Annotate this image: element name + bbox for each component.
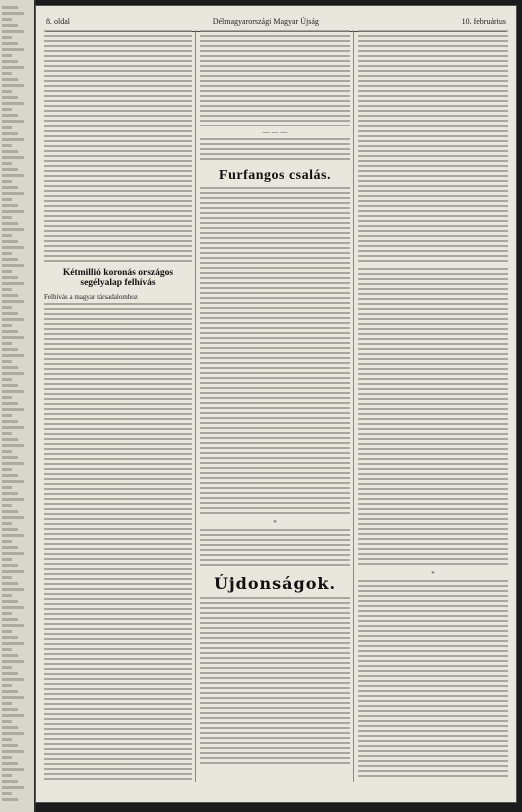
text-fragment (2, 630, 12, 633)
text-fragment (2, 462, 24, 465)
text-fragment (2, 594, 12, 597)
text-fragment (2, 342, 12, 345)
text-fragment (2, 768, 24, 771)
text-fragment (2, 552, 24, 555)
text-fragment (2, 354, 24, 357)
text-fragment (2, 186, 18, 189)
text-fragment (2, 180, 12, 183)
text-fragment (2, 294, 18, 297)
text-fragment (2, 762, 18, 765)
article-body (358, 580, 508, 780)
text-fragment (2, 702, 12, 705)
text-fragment (2, 252, 12, 255)
text-fragment (2, 60, 18, 63)
text-fragment (2, 240, 18, 243)
text-fragment (2, 798, 18, 801)
text-fragment (2, 576, 12, 579)
text-fragment (2, 102, 24, 105)
text-fragment (2, 708, 18, 711)
text-fragment (2, 522, 12, 525)
text-fragment (2, 438, 18, 441)
article-body (200, 138, 350, 162)
text-fragment (2, 24, 18, 27)
text-fragment (2, 282, 24, 285)
text-fragment (2, 756, 12, 759)
article-subheading: Felhívás a magyar társadalomhoz (44, 292, 138, 301)
text-fragment (2, 624, 24, 627)
text-fragment (2, 720, 12, 723)
text-fragment (2, 426, 24, 429)
text-fragment (2, 156, 24, 159)
text-fragment (2, 792, 12, 795)
text-fragment (2, 144, 12, 147)
text-fragment (2, 126, 12, 129)
text-fragment (2, 690, 18, 693)
text-fragment (2, 684, 12, 687)
text-fragment (2, 456, 18, 459)
text-fragment (2, 450, 12, 453)
text-fragment (2, 432, 12, 435)
text-fragment (2, 570, 24, 573)
text-fragment (2, 786, 24, 789)
text-fragment (2, 582, 18, 585)
text-fragment (2, 492, 18, 495)
text-fragment (2, 546, 18, 549)
separator: * (273, 519, 277, 528)
text-fragment (2, 744, 18, 747)
text-fragment (2, 300, 24, 303)
text-fragment (2, 714, 24, 717)
text-fragment (2, 234, 12, 237)
text-fragment (2, 474, 18, 477)
text-fragment (2, 588, 24, 591)
text-fragment (2, 516, 24, 519)
text-fragment (2, 246, 24, 249)
text-fragment (2, 618, 18, 621)
text-fragment (2, 84, 24, 87)
text-fragment (2, 774, 12, 777)
text-fragment (2, 12, 24, 15)
text-fragment (2, 606, 24, 609)
text-fragment (2, 666, 12, 669)
text-fragment (2, 138, 24, 141)
text-fragment (2, 696, 24, 699)
article-body (200, 529, 350, 569)
text-fragment (2, 54, 12, 57)
text-fragment (2, 372, 24, 375)
text-fragment (2, 498, 24, 501)
text-fragment (2, 384, 18, 387)
text-fragment (2, 612, 12, 615)
text-fragment (2, 348, 18, 351)
text-fragment (2, 726, 18, 729)
separator: — — — (262, 128, 288, 136)
text-fragment (2, 360, 12, 363)
text-fragment (2, 270, 12, 273)
text-fragment (2, 504, 12, 507)
text-fragment (2, 18, 12, 21)
column-3 (358, 30, 508, 782)
text-fragment (2, 558, 12, 561)
text-fragment (2, 480, 24, 483)
text-fragment (2, 36, 12, 39)
text-fragment (2, 42, 18, 45)
text-fragment (2, 678, 24, 681)
text-fragment (2, 312, 18, 315)
text-fragment (2, 486, 12, 489)
text-fragment (2, 114, 18, 117)
column-rule (195, 30, 196, 782)
column-rule (353, 30, 354, 782)
text-fragment (2, 330, 18, 333)
text-fragment (2, 96, 18, 99)
text-fragment (2, 468, 12, 471)
text-fragment (2, 204, 18, 207)
article-body (200, 30, 350, 126)
text-fragment (2, 540, 12, 543)
text-fragment (2, 162, 12, 165)
text-fragment (2, 174, 24, 177)
article-heading: Kétmillió koronás országos segélyalap felhívás (62, 268, 174, 289)
section-heading: Újdonságok. (213, 574, 337, 594)
text-fragment (2, 222, 18, 225)
text-fragment (2, 396, 12, 399)
newspaper-title: Délmagyarországi Magyar Újság (212, 16, 319, 26)
text-fragment (2, 66, 24, 69)
text-fragment (2, 216, 12, 219)
text-fragment (2, 336, 24, 339)
text-fragment (2, 600, 18, 603)
text-fragment (2, 120, 24, 123)
column-2 (200, 30, 350, 782)
text-fragment (2, 366, 18, 369)
article-body (358, 30, 508, 262)
column-1 (44, 30, 192, 782)
text-fragment (2, 132, 18, 135)
text-fragment (2, 510, 18, 513)
article-heading: Furfangos csalás. (219, 168, 331, 183)
text-fragment (2, 210, 24, 213)
text-fragment (2, 72, 12, 75)
separator: * (431, 570, 435, 578)
text-fragment (2, 306, 12, 309)
article-body (44, 30, 192, 262)
text-fragment (2, 264, 24, 267)
text-fragment (2, 528, 18, 531)
text-fragment (2, 654, 18, 657)
text-fragment (2, 48, 24, 51)
text-fragment (2, 78, 18, 81)
text-fragment (2, 30, 24, 33)
issue-date: 10. februárius (461, 16, 506, 26)
text-fragment (2, 276, 18, 279)
text-fragment (2, 564, 18, 567)
text-fragment (2, 258, 18, 261)
text-fragment (2, 534, 24, 537)
text-fragment (2, 408, 24, 411)
page-number: 8. oldal (46, 16, 70, 26)
text-fragment (2, 750, 24, 753)
article-body (358, 268, 508, 568)
text-fragment (2, 378, 12, 381)
text-fragment (2, 648, 12, 651)
text-fragment (2, 168, 18, 171)
adjacent-page-edge (0, 0, 36, 812)
text-fragment (2, 228, 24, 231)
text-fragment (2, 90, 12, 93)
text-fragment (2, 420, 18, 423)
text-fragment (2, 390, 24, 393)
text-fragment (2, 636, 18, 639)
text-fragment (2, 444, 24, 447)
text-fragment (2, 414, 12, 417)
text-fragment (2, 288, 12, 291)
text-fragment (2, 324, 12, 327)
article-body (44, 303, 192, 782)
text-fragment (2, 738, 12, 741)
text-fragment (2, 6, 18, 9)
text-fragment (2, 660, 24, 663)
article-body (200, 187, 350, 517)
text-fragment (2, 318, 24, 321)
text-fragment (2, 192, 24, 195)
text-fragment (2, 732, 24, 735)
newspaper-page (36, 6, 516, 802)
text-fragment (2, 108, 12, 111)
text-fragment (2, 780, 18, 783)
text-fragment (2, 150, 18, 153)
article-body (200, 597, 350, 767)
text-fragment (2, 672, 18, 675)
text-fragment (2, 198, 12, 201)
text-fragment (2, 402, 18, 405)
text-fragment (2, 642, 24, 645)
